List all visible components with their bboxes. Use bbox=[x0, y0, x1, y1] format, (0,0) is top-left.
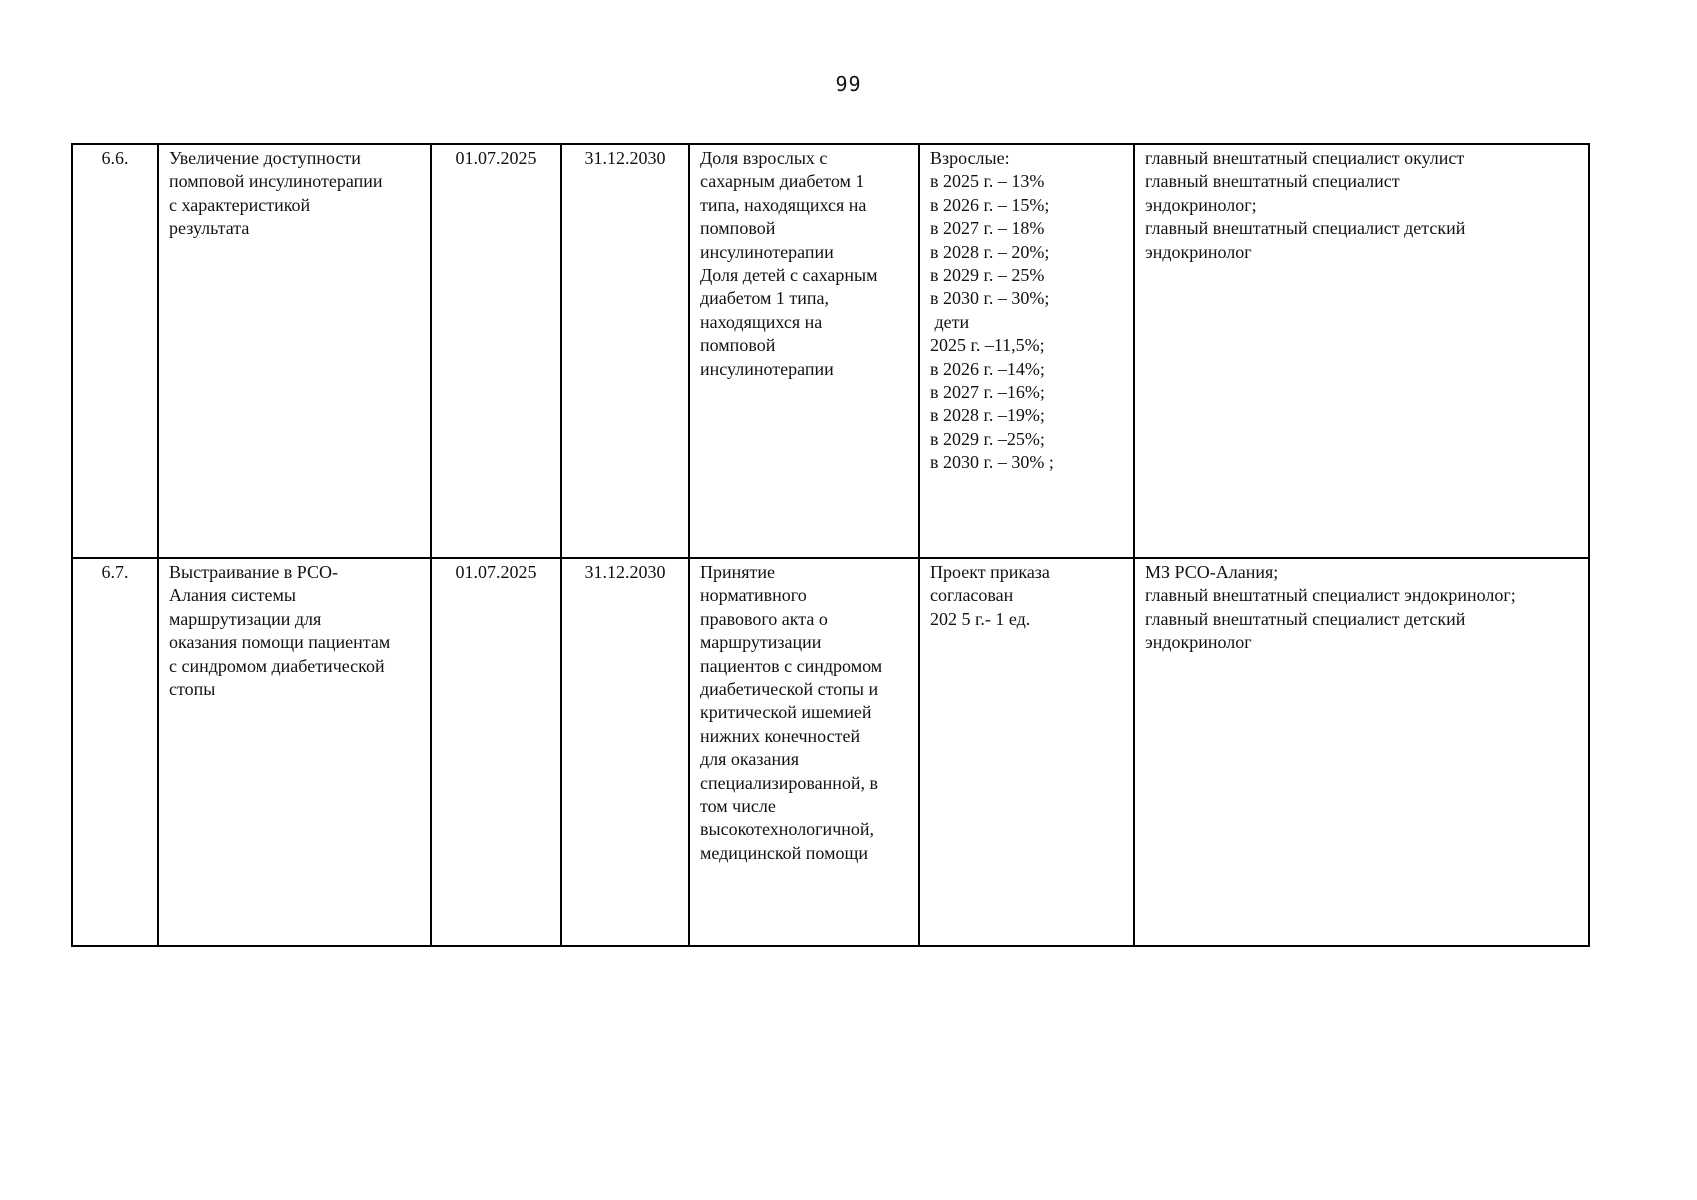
indicator-cell: Доля взрослых с сахарным диабетом 1 типа, находящихся на помповой инсулинотерапии Доля детей с сахарным диабетом 1 типа, находящихся на помповой инсулинотерапии bbox=[689, 144, 919, 558]
start-date-cell: 01.07.2025 bbox=[431, 558, 561, 946]
responsible-cell: МЗ РСО-Алания; главный внештатный специалист эндокринолог; главный внештатный специалист детский эндокринолог bbox=[1134, 558, 1589, 946]
measure-title-cell: Увеличение доступности помповой инсулинотерапии с характеристикой результата bbox=[158, 144, 431, 558]
end-date-cell: 31.12.2030 bbox=[561, 144, 689, 558]
row-number-cell: 6.6. bbox=[72, 144, 158, 558]
target-value-cell: Проект приказа согласован 202 5 г.- 1 ед. bbox=[919, 558, 1134, 946]
responsible-cell: главный внештатный специалист окулист главный внештатный специалист эндокринолог; главный внештатный специалист детский эндокринолог bbox=[1134, 144, 1589, 558]
start-date-cell: 01.07.2025 bbox=[431, 144, 561, 558]
end-date-cell: 31.12.2030 bbox=[561, 558, 689, 946]
row-number-cell: 6.7. bbox=[72, 558, 158, 946]
target-value-cell: Взрослые: в 2025 г. – 13% в 2026 г. – 15%; в 2027 г. – 18% в 2028 г. – 20%; в 2029 г. – 25% в 2030 г. – 30%; дети 2025 г. –11,5%; в 2026 г. –14%; в 2027 г. –16%; в 2028 г. –19%; в 2029 г. –25%; в 2030 г. – 30% ; bbox=[919, 144, 1134, 558]
indicator-cell: Принятие нормативного правового акта о маршрутизации пациентов с синдромом диабетической стопы и критической ишемией нижних конечностей для оказания специализированной, в том числе высокотехнологичной, медицинской помощи bbox=[689, 558, 919, 946]
table-row bbox=[72, 144, 1589, 558]
page-number: 99 bbox=[835, 72, 862, 96]
table-row bbox=[72, 558, 1589, 946]
measures-table bbox=[71, 143, 1590, 947]
measure-title-cell: Выстраивание в РСО- Алания системы маршрутизации для оказания помощи пациентам с синдромом диабетической стопы bbox=[158, 558, 431, 946]
